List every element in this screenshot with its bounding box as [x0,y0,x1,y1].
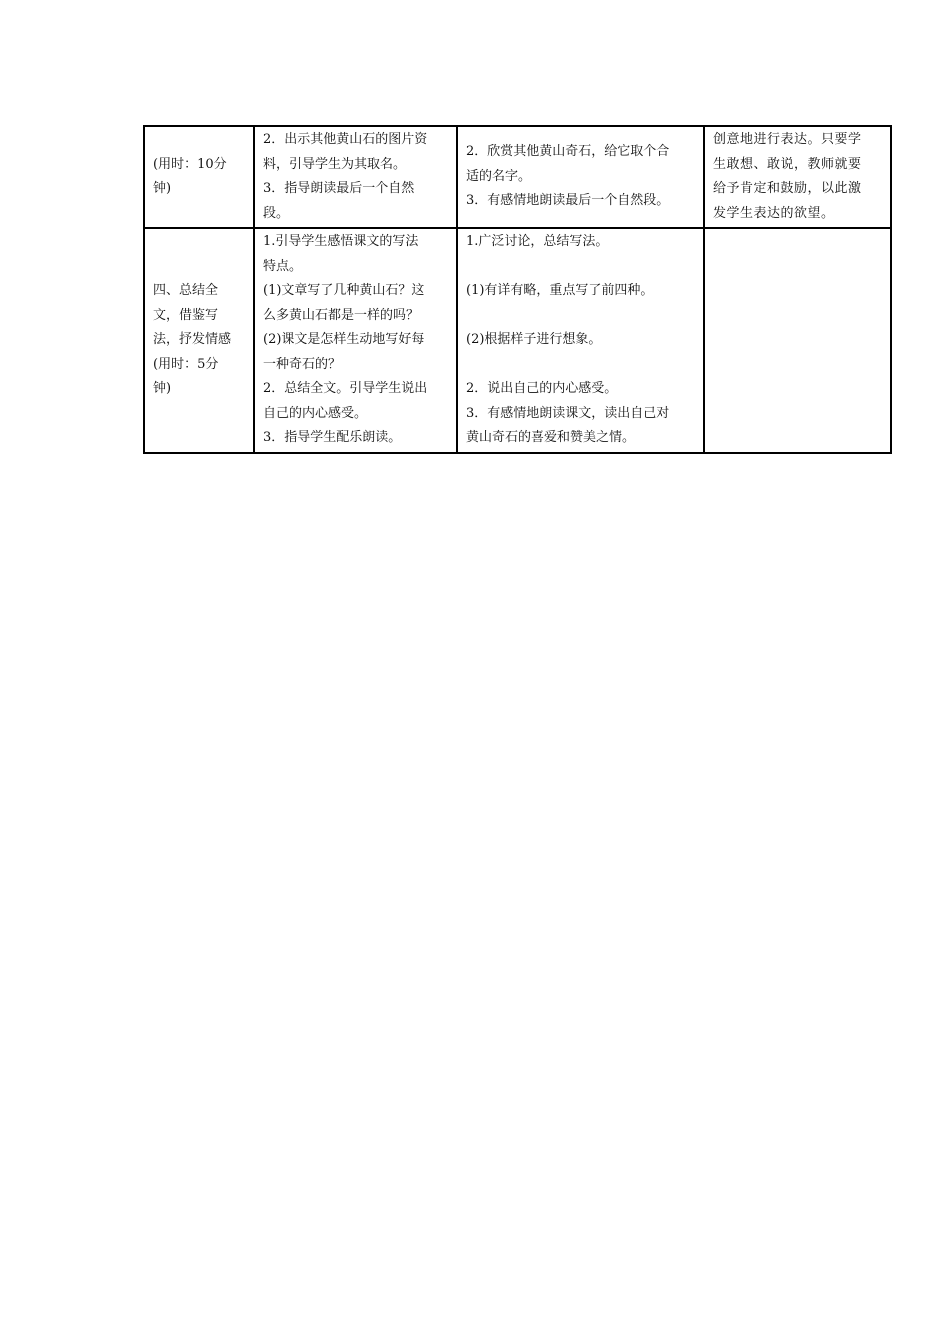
teacher-line: 么多黄山石都是一样的吗？ [263,307,420,323]
teacher-line: 3．指导朗读最后一个自然 [263,181,415,196]
teacher-line: 料，引导学生为其取名。 [263,156,407,172]
note-line: 给予肯定和鼓励，以此激 [713,181,862,196]
stage-line: 四、总结全 [153,283,219,298]
blank-line [466,304,695,329]
student-activity-cell [457,228,704,453]
note-line: 创意地进行表达。只要学 [713,132,862,147]
student-line: 3．有感情地朗读最后一个自然段。 [466,193,670,209]
design-intent-cell [704,228,891,453]
stage-line: (用时：10分 [153,156,227,172]
teacher-activity-cell [254,228,457,453]
teacher-line: 自己的内心感受。 [263,405,368,421]
stage-cell [144,126,254,228]
student-activity-cell [457,126,704,228]
student-line: 3．有感情地朗读课文，读出自己对 [466,405,670,421]
stage-line: (用时：5分 [153,356,219,372]
student-line: 黄山奇石的喜爱和赞美之情。 [466,430,636,445]
table-row [144,126,891,228]
teacher-line: 3．指导学生配乐朗读。 [263,430,402,445]
teacher-line: (2)课文是怎样生动地写好每 [263,332,425,347]
student-line: 2．欣赏其他黄山奇石，给它取个合 [466,144,670,160]
blank-line [466,255,695,280]
stage-cell [144,228,254,453]
teacher-line: 1.引导学生感悟课文的写法 [263,234,419,249]
stage-line: 法，抒发情感 [153,332,232,347]
table-row [144,228,891,453]
student-line: 1.广泛讨论，总结写法。 [466,234,609,249]
lesson-plan-table [143,125,892,454]
student-line: (2)根据样子进行想象。 [466,332,602,347]
teacher-line: 特点。 [263,258,303,274]
blank-line [466,353,695,378]
stage-line: 钟) [153,181,172,196]
stage-line: 文，借鉴写 [153,307,219,323]
teacher-line: 段。 [263,205,290,221]
teacher-line: 一种奇石的？ [263,356,342,372]
note-line: 生敢想、敢说，教师就要 [713,156,862,172]
note-line: 发学生表达的欲望。 [713,205,835,221]
student-line: 2．说出自己的内心感受。 [466,381,618,396]
student-line: 适的名字。 [466,168,532,184]
teacher-line: 2．出示其他黄山石的图片资 [263,132,428,147]
teacher-line: 2．总结全文。引导学生说出 [263,381,428,396]
design-intent-cell [704,126,891,228]
teacher-line: (1)文章写了几种黄山石？这 [263,283,425,298]
student-line: (1)有详有略，重点写了前四种。 [466,283,654,298]
teacher-activity-cell [254,126,457,228]
stage-line: 钟) [153,381,172,396]
